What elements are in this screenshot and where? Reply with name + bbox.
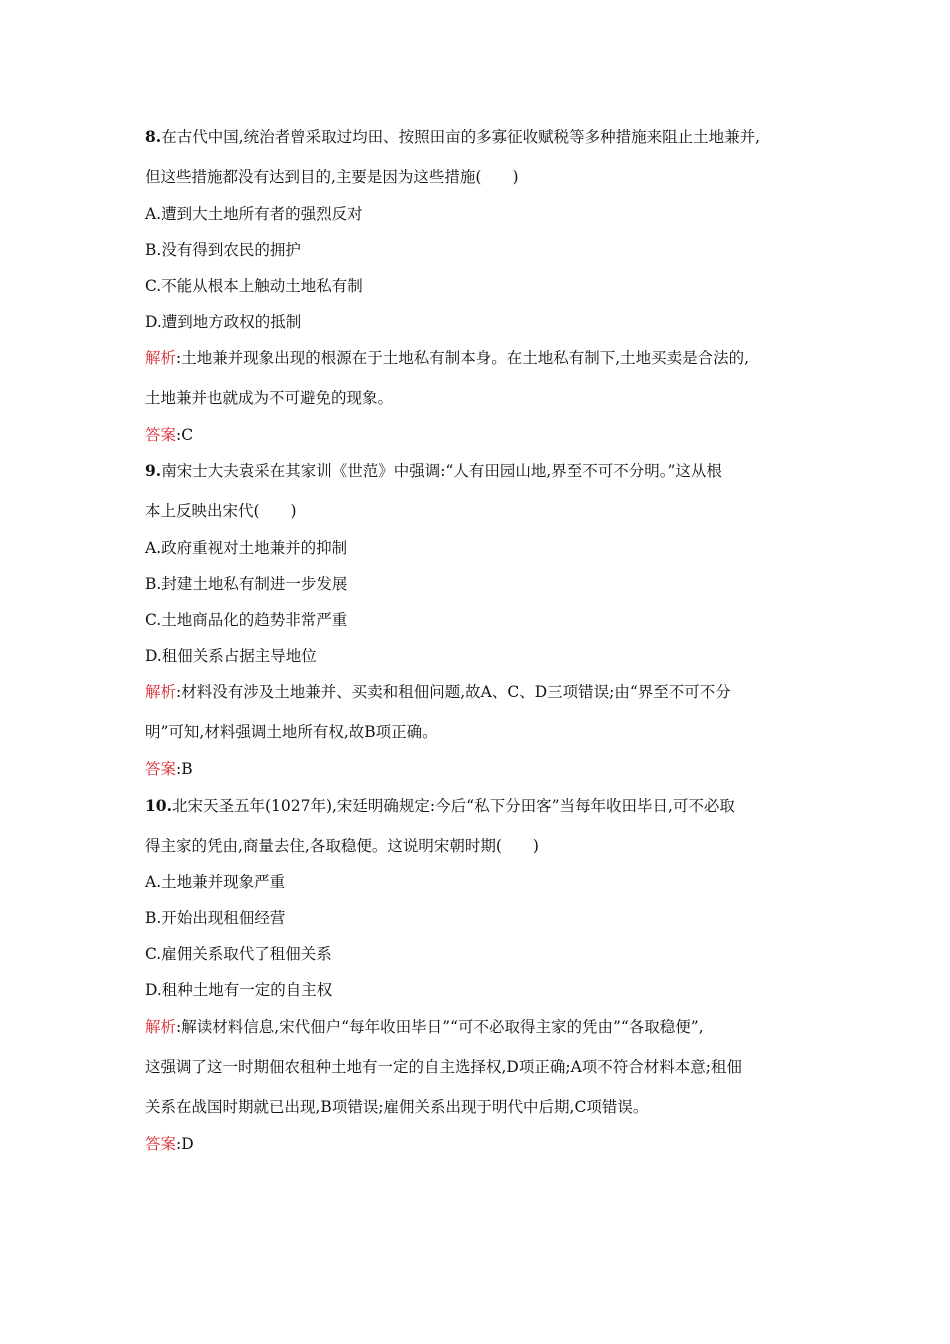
- question-8-answer: [145, 424, 193, 446]
- question-9-stem-text1: 南宋士大夫袁采在其家训《世范》中强调:“人有田园山地,界至不可不分明。”这从根: [161, 462, 722, 480]
- question-8-option-d: D.遭到地方政权的抵制: [145, 313, 302, 331]
- question-9-stem-line2: 本上反映出宋代( ): [145, 502, 297, 520]
- question-10-stem-text1: 北宋天圣五年(1027年),宋廷明确规定:今后“私下分田客”当每年收田毕日,可不必取: [171, 797, 735, 815]
- question-8-stem-line1: [145, 126, 760, 148]
- question-9-option-a: A.政府重视对土地兼并的抑制: [145, 539, 348, 557]
- question-8-option-b: B.没有得到农民的拥护: [145, 241, 301, 259]
- question-9-analysis-label: 解析: [145, 683, 177, 701]
- question-10-option-a: A.土地兼并现象严重: [145, 873, 286, 891]
- question-9-analysis-line1: [145, 681, 731, 703]
- question-9-analysis-text1: :材料没有涉及土地兼并、买卖和租佃问题,故A、C、D三项错误;由“界至不可不分: [176, 683, 731, 701]
- question-8-stem-text1: 在古代中国,统治者曾采取过均田、按照田亩的多寡征收赋税等多种措施来阻止土地兼并,: [161, 128, 761, 146]
- question-10-analysis-text1: :解读材料信息,宋代佃户“每年收田毕日”“可不必取得主家的凭由”“各取稳便”,: [176, 1018, 704, 1036]
- question-8-option-a: A.遭到大土地所有者的强烈反对: [145, 205, 363, 223]
- question-10-analysis-label: 解析: [145, 1018, 177, 1036]
- question-9-answer-label: 答案: [145, 760, 177, 778]
- question-8-analysis-text1: :土地兼并现象出现的根源在于土地私有制本身。在土地私有制下,土地买卖是合法的,: [176, 349, 750, 367]
- question-10-number: 10.: [145, 796, 172, 815]
- question-10-answer: [145, 1133, 194, 1155]
- question-8-answer-value: :C: [176, 426, 194, 444]
- question-9-answer: [145, 758, 193, 780]
- question-8-analysis-line2: 土地兼并也就成为不可避免的现象。: [145, 389, 394, 407]
- question-9-option-c: C.土地商品化的趋势非常严重: [145, 611, 348, 629]
- question-8-answer-label: 答案: [145, 426, 177, 444]
- question-9-stem-line1: [145, 460, 722, 482]
- question-10-option-d: D.租种土地有一定的自主权: [145, 981, 333, 999]
- question-9-option-d: D.租佃关系占据主导地位: [145, 647, 317, 665]
- question-9-number: 9.: [145, 461, 162, 480]
- question-10-stem-line2: 得主家的凭由,商量去住,各取稳便。这说明宋朝时期( ): [145, 837, 539, 855]
- question-9-answer-value: :B: [176, 760, 193, 778]
- question-10-option-c: C.雇佣关系取代了租佃关系: [145, 945, 332, 963]
- question-8-option-c: C.不能从根本上触动土地私有制: [145, 277, 363, 295]
- question-8-number: 8.: [145, 127, 162, 146]
- question-9-analysis-line2: 明”可知,材料强调土地所有权,故B项正确。: [145, 723, 438, 741]
- question-8-stem-line2: 但这些措施都没有达到目的,主要是因为这些措施( ): [145, 168, 519, 186]
- question-10-answer-value: :D: [176, 1135, 194, 1153]
- question-8-analysis-label: 解析: [145, 349, 177, 367]
- question-10-answer-label: 答案: [145, 1135, 177, 1153]
- question-10-analysis-line3: 关系在战国时期就已出现,B项错误;雇佣关系出现于明代中后期,C项错误。: [145, 1098, 649, 1116]
- question-10-analysis-line2: 这强调了这一时期佃农租种土地有一定的自主选择权,D项正确;A项不符合材料本意;租佃: [145, 1058, 742, 1076]
- question-10-analysis-line1: [145, 1016, 704, 1038]
- question-8-analysis-line1: [145, 347, 749, 369]
- question-10-option-b: B.开始出现租佃经营: [145, 909, 286, 927]
- question-9-option-b: B.封建土地私有制进一步发展: [145, 575, 348, 593]
- question-10-stem-line1: [145, 795, 735, 817]
